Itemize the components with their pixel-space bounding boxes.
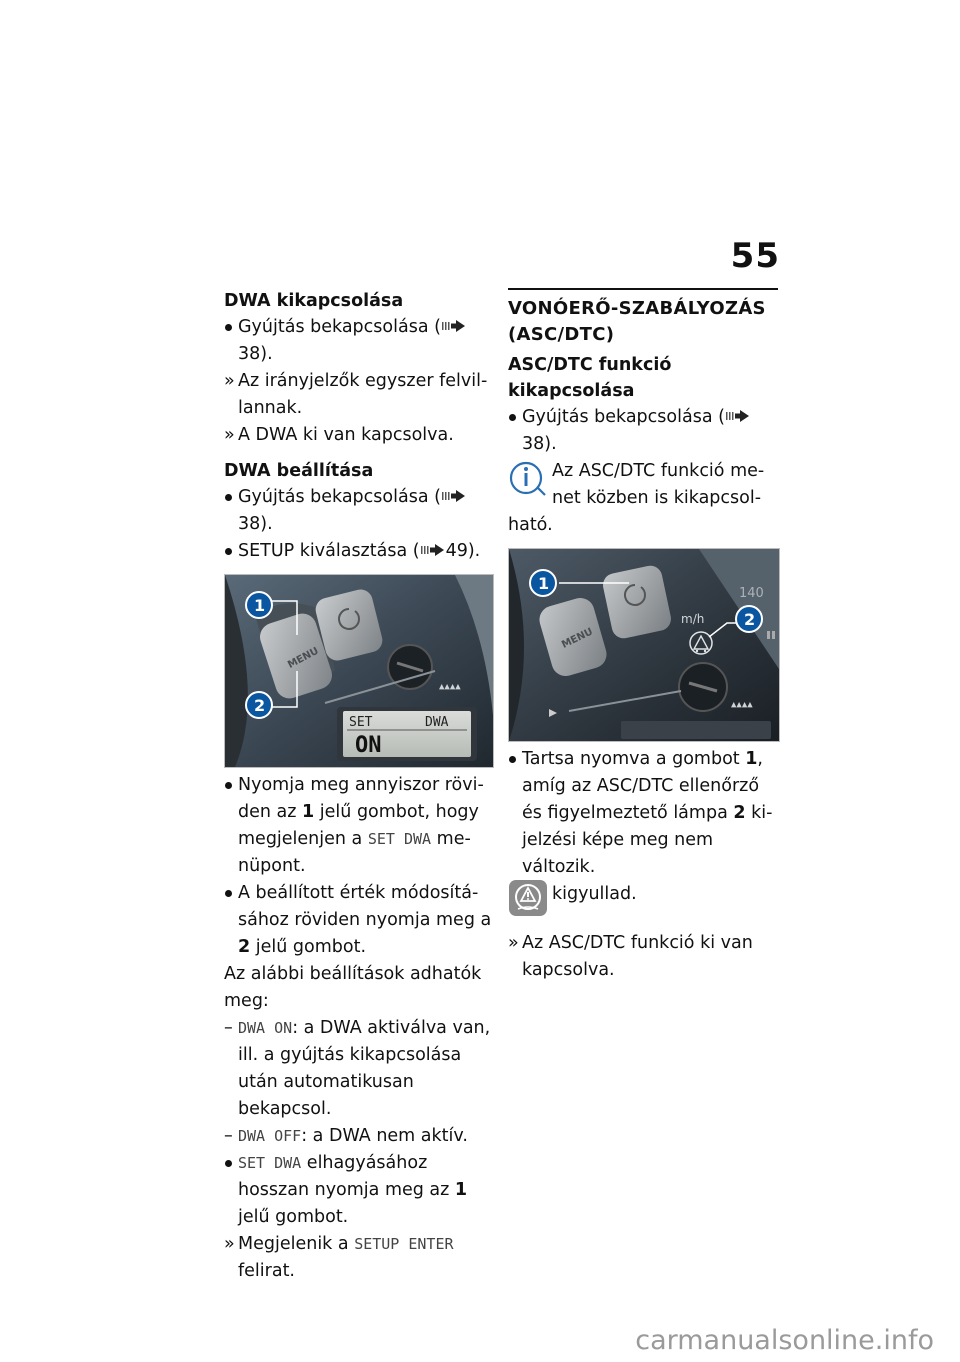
option-dwa-on: – DWA ON: a DWA aktiválva van, ill. a gyújtás kikapcsolása után automatikusan bekapcsol.: [224, 1015, 494, 1123]
page-reference-arrow-icon: [441, 319, 467, 333]
result-dwa-off: » A DWA ki van kapcsolva.: [224, 422, 494, 449]
page-reference-arrow-icon: [420, 543, 446, 557]
svg-text:▲▲▲▲: ▲▲▲▲: [439, 682, 461, 692]
result-arrow-icon: »: [224, 1234, 235, 1254]
heading-dwa-set: DWA beállítása: [224, 461, 374, 481]
result-asc-dtc-off: » Az ASC/DTC funkció ki van kapcsolva.: [508, 930, 778, 984]
bullet-icon: [509, 756, 516, 763]
figure-handlebar-illustration: [225, 575, 493, 767]
step-press-button-1: Nyomja meg annyiszor rövi- den az 1 jelű gombot, hogy megjelenjen a SET DWA me- nüpont.: [224, 772, 494, 880]
heading-dwa-off: DWA kikapcsolása: [224, 291, 404, 311]
settings-intro: Az alábbi beállítások adhatók meg:: [224, 964, 482, 1011]
bullet-icon: [225, 324, 232, 331]
warning-lamp-line: kigyullad.: [508, 881, 778, 921]
step-exit-set-dwa: SET DWA elhagyásához hosszan nyomja meg az 1 jelű gombot.: [224, 1150, 494, 1231]
speed-unit-label: m/h: [681, 612, 705, 626]
info-note: Az ASC/DTC funkció me- net közben is kikapcsol- ható.: [508, 458, 778, 539]
bullet-icon: [225, 782, 232, 789]
figure-asc-dtc-button: [508, 548, 780, 742]
heading-asc-dtc-off: ASC/DTC funkció kikapcsolása: [508, 355, 672, 401]
dash-marker: –: [224, 1018, 233, 1038]
info-icon: [508, 458, 548, 498]
callout-2-label: 2: [254, 696, 266, 715]
result-setup-enter: » Megjelenik a SETUP ENTER felirat.: [224, 1231, 494, 1285]
right-column: [508, 288, 778, 984]
page-number: 55: [730, 236, 780, 276]
page-reference-arrow-icon: [725, 409, 751, 423]
section-title-traction-control: VONÓERŐ-SZABÁLYOZÁS (ASC/DTC): [508, 288, 778, 348]
speed-scale-mark: 140: [739, 586, 764, 601]
bullet-icon: [225, 548, 232, 555]
display-on: ON: [355, 733, 382, 758]
result-indicators-flash: » Az irányjelzők egyszer felvil- lannak.: [224, 368, 494, 422]
result-arrow-icon: »: [508, 933, 519, 953]
menu-button-label: MENU: [560, 626, 595, 651]
result-arrow-icon: »: [224, 425, 235, 445]
callout-1-label: 1: [538, 574, 550, 593]
step-press-button-2: A beállított érték módosítá- sához röviden nyomja meg a 2 jelű gombot.: [224, 880, 494, 961]
option-dwa-off: – DWA OFF: a DWA nem aktív.: [224, 1123, 494, 1150]
bullet-icon: [509, 414, 516, 421]
menu-button-label: MENU: [286, 645, 321, 671]
bullet-icon: [225, 1160, 232, 1167]
left-column: [224, 288, 494, 1285]
step-ignition-on-3: Gyújtás bekapcsolása (38).: [508, 404, 778, 458]
bullet-icon: [225, 890, 232, 897]
figure-dashboard-illustration: [509, 549, 779, 741]
step-select-setup: SETUP kiválasztása ( 49).: [224, 538, 494, 565]
site-watermark: carmanualsonline.info: [635, 1325, 934, 1356]
asc-dtc-warning-icon: [508, 879, 548, 917]
callout-2-label: 2: [744, 610, 756, 629]
callout-1-label: 1: [254, 596, 266, 615]
step-ignition-on-2: Gyújtás bekapcsolása (38).: [224, 484, 494, 538]
dash-marker: –: [224, 1126, 233, 1146]
bullet-icon: [225, 494, 232, 501]
result-arrow-icon: »: [224, 371, 235, 391]
step-ignition-on: Gyújtás bekapcsolása (38).: [224, 314, 494, 368]
page-reference-arrow-icon: [441, 489, 467, 503]
figure-handlebar-menu-button: [224, 574, 494, 768]
svg-text:▲▲▲▲: ▲▲▲▲: [731, 700, 753, 710]
display-dwa: DWA: [425, 715, 449, 730]
display-set: SET: [349, 715, 373, 730]
step-hold-button-1: Tartsa nyomva a gombot 1, amíg az ASC/DTC ellenőrző és figyelmeztető lámpa 2 ki- jelzési képe meg nem változik.: [508, 746, 778, 881]
